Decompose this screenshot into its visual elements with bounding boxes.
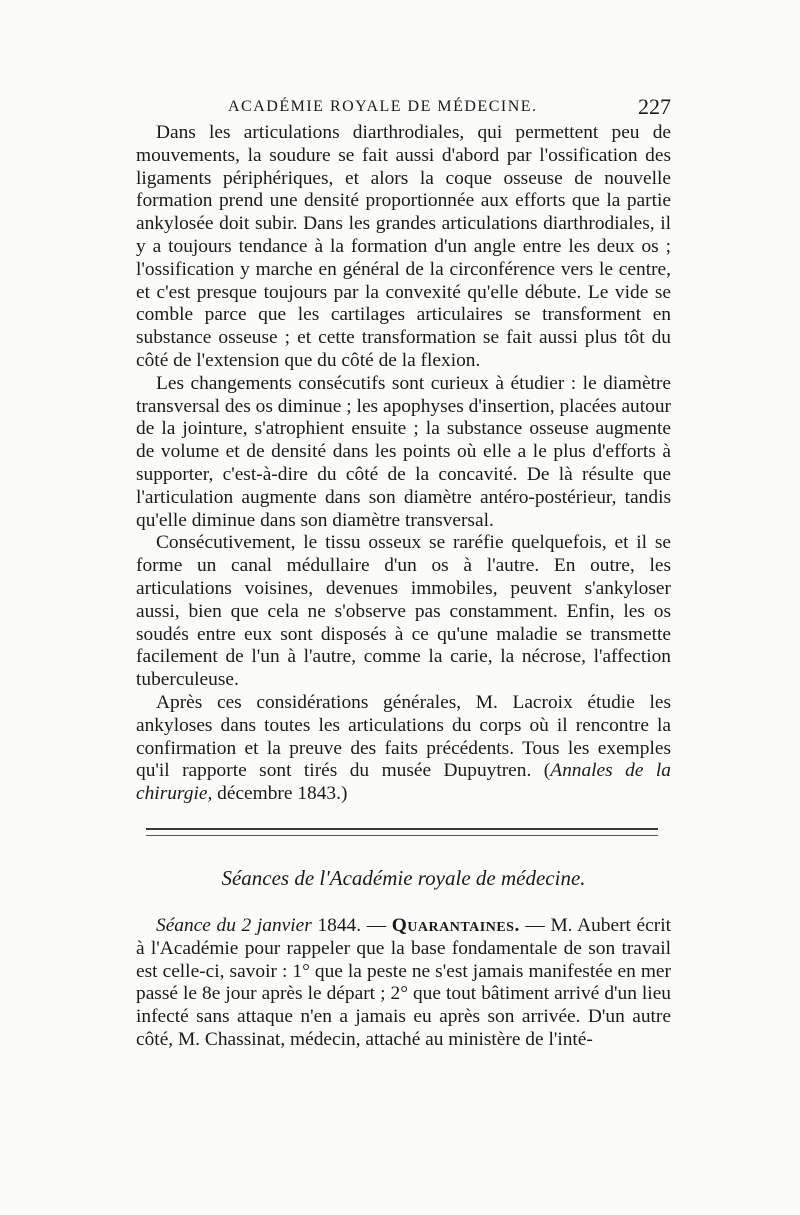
- page-header: [136, 94, 671, 122]
- divider-thick-rule: [146, 828, 658, 830]
- section-divider: [136, 828, 666, 836]
- seance-year: 1844. —: [311, 914, 392, 936]
- source-citation: Annales de la chirurgie,: [136, 760, 671, 805]
- seance-date: Séance du 2 janvier: [156, 914, 312, 936]
- paragraph-ossification: Dans les articulations diarthrodiales, qui permettent peu de mouvements, la soudure se fait aussi d'abord par l'ossification des ligaments périphériques, et alors la coque osseuse de nouvelle formation prend une densité proportionnée aux efforts que la partie ankylosée doit subir. Dans les grandes articulations diarthrodiales, il y a toujours tendance à la formation d'un angle entre les deux os ; l'ossification y marche en général de la circonférence vers le centre, et c'est presque toujours par la convexité qu'elle débute. Le vide se comble parce que les cartilages articulaires se transforment en substance osseuse ; et cette transformation se fait aussi plus tôt du côté de l'extension que du côté de la flexion.: [136, 122, 671, 371]
- section-title: Séances de l'Académie royale de médecine.: [221, 865, 586, 890]
- lacroix-text: Après ces considérations générales, M. Lacroix étudie les ankyloses dans toutes les articulations du corps où il rencontre la confirmation et la preuve des faits précédents. Tous les exemples qu'il rapporte sont tirés du musée Dupuytren. (: [136, 691, 671, 782]
- source-date: décembre 1843.): [212, 783, 348, 805]
- paragraph-consecutivement: Consécutivement, le tissu osseux se raréfie quelquefois, et il se forme un canal médullaire d'un os à l'autre. En outre, les articulations voisines, devenues immobiles, peuvent s'ankyloser aussi, bien que cela ne s'observe pas constamment. Enfin, les os soudés entre eux sont disposés à ce qu'une maladie se transmette facilement de l'un à l'autre, comme la carie, la nécrose, l'affection tuberculeuse.: [136, 532, 671, 691]
- paragraph-changements: Les changements consécutifs sont curieux à étudier : le diamètre transversal des os diminue ; les apophyses d'insertion, placées autour de la jointure, s'atrophient ensuite ; la substance osseuse augmente de volume et de densité dans les points où elle a le plus d'efforts à supporter, c'est-à-dire du côté de la concavité. De là résulte que l'articulation augmente dans son diamètre antéro-postérieur, tandis qu'elle diminue dans son diamètre transversal.: [136, 372, 671, 531]
- seance-text: — M. Aubert écrit à l'Académie pour rappeler que la base fondamentale de son travail est celle-ci, savoir : 1° que la peste ne s'est jamais manifestée en mer passé le 8e jour après le départ ; 2° que tout bâtiment arrivé d'un lieu infecté sans attaque n'en a jamais eu après son arrivée. D'un autre côté, M. Chassinat, médecin, attaché au ministère de l'inté-: [136, 914, 672, 1050]
- page-number: 227: [638, 94, 671, 119]
- running-head: ACADÉMIE ROYALE DE MÉDECINE.: [228, 98, 538, 115]
- divider-thin-rule: [146, 835, 658, 836]
- seance-topic: Quarantaines.: [391, 914, 520, 936]
- book-page: [136, 94, 671, 1052]
- paragraph-lacroix: [136, 692, 671, 806]
- paragraph-seance: [136, 915, 671, 1052]
